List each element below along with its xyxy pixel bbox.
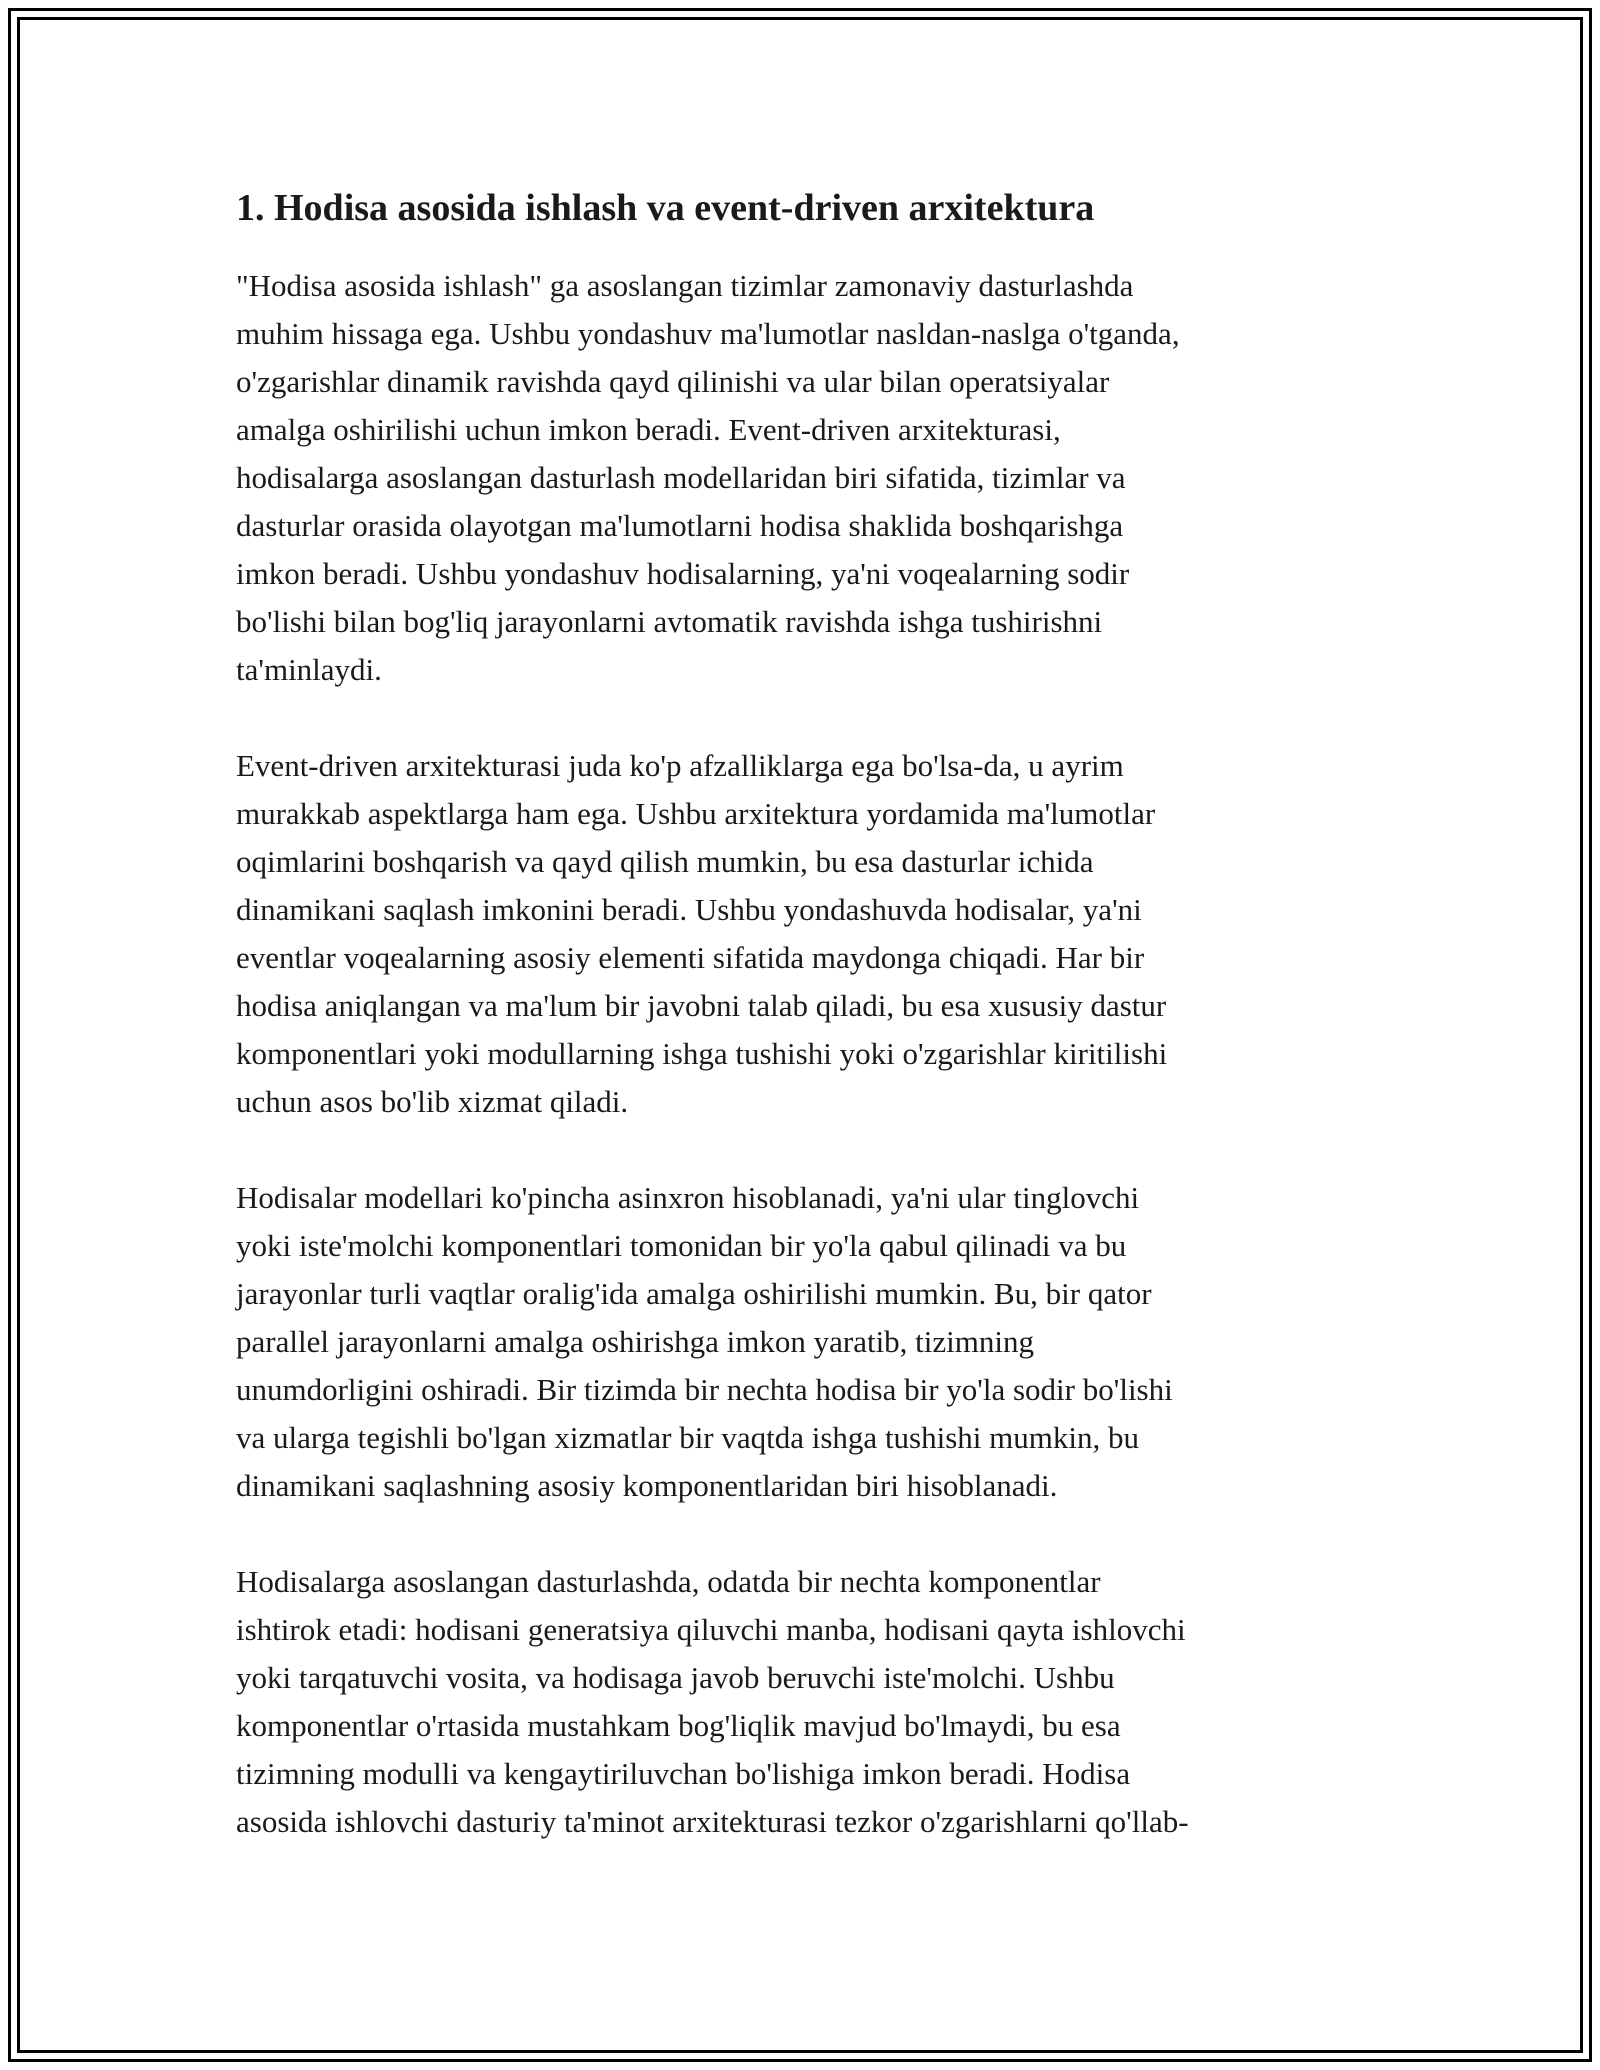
section-heading: 1. Hodisa asosida ishlash va event-driven arxitektura	[236, 187, 1095, 229]
document-body	[236, 186, 1366, 1894]
paragraph-4: Hodisalarga asoslangan dasturlashda, odatda bir nechta komponentlar ishtirok etadi: hodisani generatsiya qiluvchi manba, hodisani qayta ishlovchi yoki tarqatuvchi vosita, va hodisaga javob beruvchi iste'molchi. Ushbu komponentlar o'rtasida mustahkam bog'liqlik mavjud bo'lmaydi, bu esa tizimning modulli va kengaytiriluvchan bo'lishiga imkon beradi. Hodisa asosida ishlovchi dasturiy ta'minot arxitekturasi tezkor o'zgarishlarni qo'llab-	[236, 1563, 1189, 1839]
paragraph-3: Hodisalar modellari ko'pincha asinxron hisoblanadi, ya'ni ular tinglovchi yoki iste'molchi komponentlari tomonidan bir yo'la qabul qilinadi va bu jarayonlar turli vaqtlar oralig'ida amalga oshirilishi mumkin. Bu, bir qator parallel jarayonlarni amalga oshirishga imkon yaratib, tizimning unumdorligini oshiradi. Bir tizimda bir nechta hodisa bir yo'la sodir bo'lishi va ularga tegishli bo'lgan xizmatlar bir vaqtda ishga tushishi mumkin, bu dinamikani saqlashning asosiy komponentlaridan biri hisoblanadi.	[236, 1179, 1173, 1503]
paragraph-1: "Hodisa asosida ishlash" ga asoslangan tizimlar zamonaviy dasturlashda muhim hissaga ega. Ushbu yondashuv ma'lumotlar nasldan-naslga o'tganda, o'zgarishlar dinamik ravishda qayd qilinishi va ular bilan operatsiyalar amalga oshirilishi uchun imkon beradi. Event-driven arxitekturasi, hodisalarga asoslangan dasturlash modellaridan biri sifatida, tizimlar va dasturlar orasida olayotgan ma'lumotlarni hodisa shaklida boshqarishga imkon beradi. Ushbu yondashuv hodisalarning, ya'ni voqealarning sodir bo'lishi bilan bog'liq jarayonlarni avtomatik ravishda ishga tushirishni ta'minlaydi.	[236, 267, 1180, 687]
paragraph-2: Event-driven arxitekturasi juda ko'p afzalliklarga ega bo'lsa-da, u ayrim murakkab aspektlarga ham ega. Ushbu arxitektura yordamida ma'lumotlar oqimlarini boshqarish va qayd qilish mumkin, bu esa dasturlar ichida dinamikani saqlash imkonini beradi. Ushbu yondashuvda hodisalar, ya'ni eventlar voqealarning asosiy elementi sifatida maydonga chiqadi. Har bir hodisa aniqlangan va ma'lum bir javobni talab qiladi, bu esa xususiy dastur komponentlari yoki modullarning ishga tushishi yoki o'zgarishlar kiritilishi uchun asos bo'lib xizmat qiladi.	[236, 747, 1168, 1119]
